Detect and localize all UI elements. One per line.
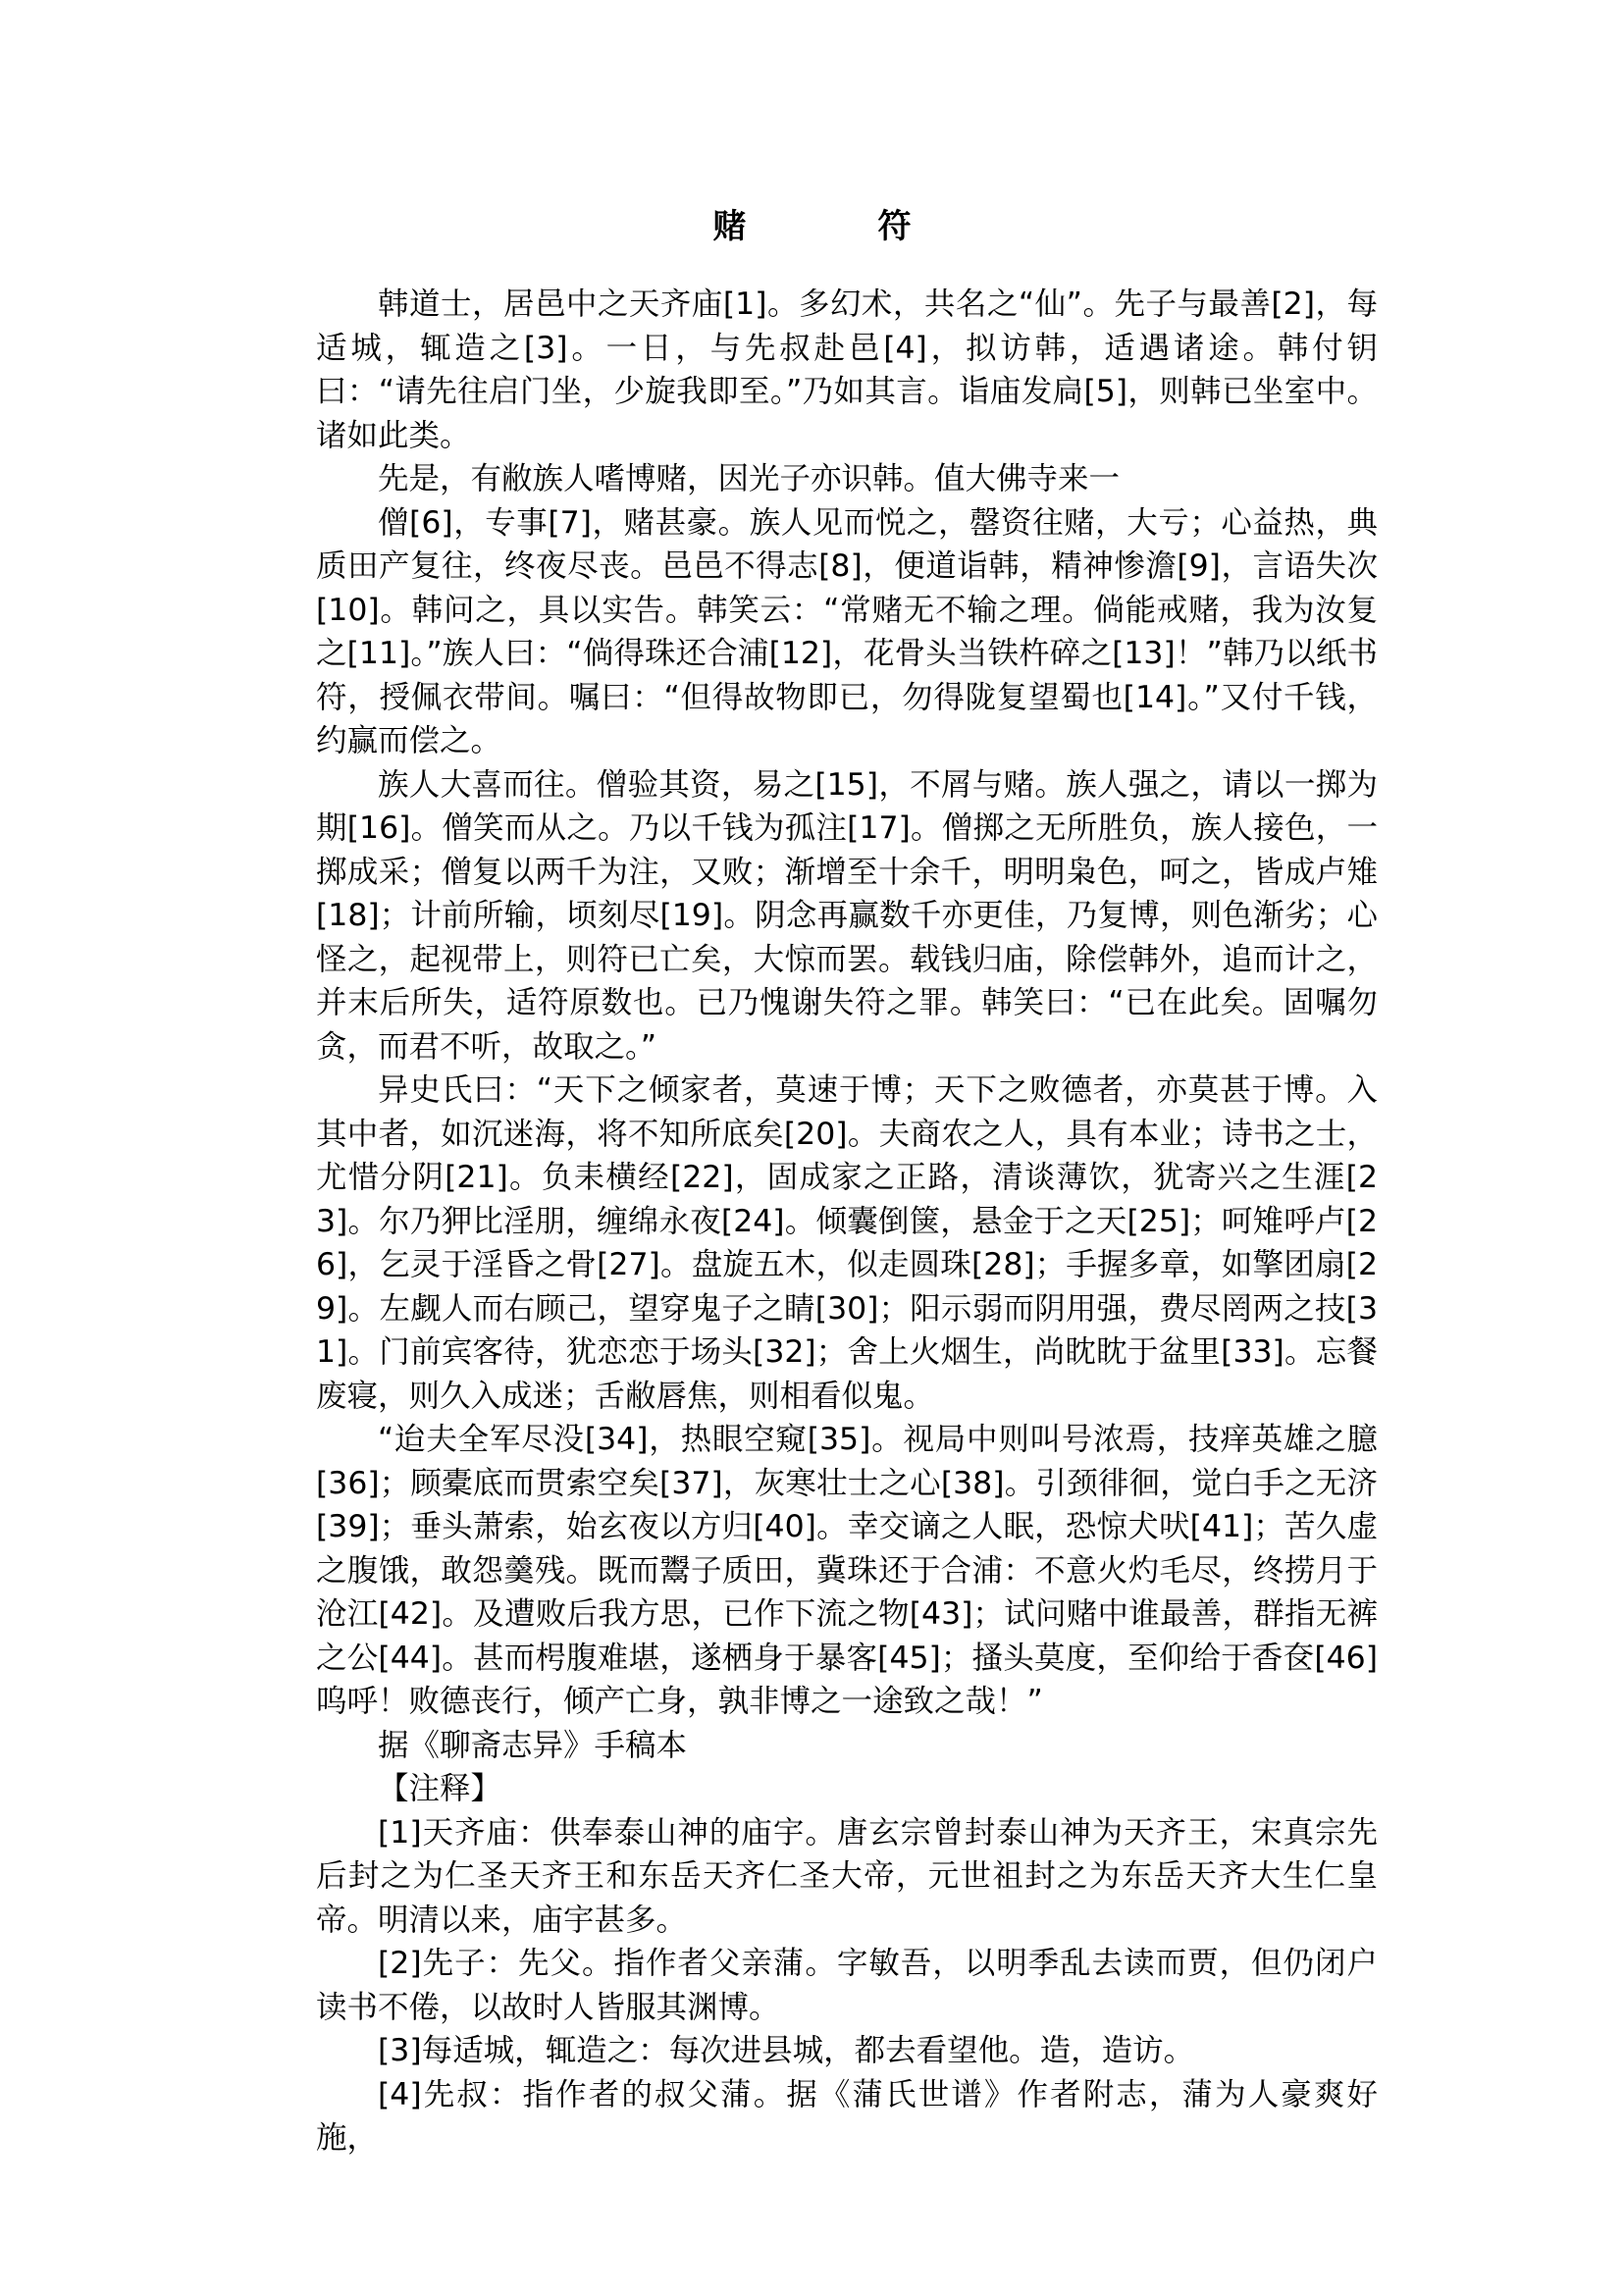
document-body — [316, 283, 1378, 2161]
annotation-item: [2]先子：先父。指作者父亲蒲。字敏吾，以明季乱去读而贾，但仍闭户读书不倦，以故时人皆服其渊博。 — [316, 1946, 1378, 2025]
paragraph: 韩道士，居邑中之天齐庙[1]。多幻术，共名之“仙”。先子与最善[2]，每适城，辄造之[3]。一日，与先叔赴邑[4]，拟访韩，适遇诸途。韩付钥曰：“请先往启门坐，少旋我即至。”乃如其言。诣庙发扃[5]，则韩已坐室中。诸如此类。 — [316, 287, 1378, 453]
annotation-item: [3]每适城，辄造之：每次进县城，都去看望他。造，造访。 — [378, 2033, 1195, 2068]
source-note: 据《聊斋志异》手稿本 — [378, 1727, 688, 1763]
annotations-heading: 【注释】 — [378, 1771, 502, 1806]
paragraph: 族人大喜而往。僧验其资，易之[15]，不屑与赌。族人强之，请以一掷为期[16]。僧笑而从之。乃以千钱为孤注[17]。僧掷之无所胜负，族人接色，一掷成采；僧复以两千为注，又败；渐增至十余千，明明枭色，呵之，皆成卢雉[18]；计前所输，顷刻尽[19]。阴念再赢数千亦更佳，乃复博，则色渐劣；心怪之，起视带上，则符已亡矣，大惊而罢。载钱归庙，除偿韩外，追而计之，并末后所失，适符原数也。已乃愧谢失符之罪。韩笑曰：“已在此矣。固嘱勿贪，而君不听，故取之。” — [316, 766, 1378, 1065]
annotation-item: [4]先叔：指作者的叔父蒲。据《蒲氏世谱》作者附志，蒲为人豪爽好施， — [316, 2076, 1378, 2156]
paragraph: 先是，有敝族人嗜博赌，因光子亦识韩。值大佛寺来一 — [378, 461, 1121, 496]
annotation-item: [1]天齐庙：供奉泰山神的庙宇。唐玄宗曾封泰山神为天齐王，宋真宗先后封之为仁圣天齐王和东岳天齐仁圣大帝，元世祖封之为东岳天齐大生仁皇帝。明清以来，庙宇甚多。 — [316, 1814, 1378, 1938]
paragraph: 僧[6]，专事[7]，赌甚豪。族人见而悦之，罄资往赌，大亏；心益热，典质田产复往，终夜尽丧。邑邑不得志[8]，便道诣韩，精神惨澹[9]，言语失次[10]。韩问之，具以实告。韩笑云：“常赌无不输之理。倘能戒赌，我为汝复之[11]。”族人曰：“倘得珠还合浦[12]，花骨头当铁杵碎之[13]！”韩乃以纸书符，授佩衣带间。嘱曰：“但得故物即已，勿得陇复望蜀也[14]。”又付千钱，约赢而偿之。 — [316, 504, 1378, 758]
paragraph: “迨夫全军尽没[34]，热眼空窥[35]。视局中则叫号浓焉，技痒英雄之臆[36]；顾橐底而贯索空矣[37]，灰寒壮士之心[38]。引颈徘徊，觉白手之无济[39]；垂头萧索，始玄夜以方归[40]。幸交谪之人眠，恐惊犬吠[41]；苦久虚之腹饿，敢怨羹残。既而鬻子质田，冀珠还于合浦：不意火灼毛尽，终捞月于沧江[42]。及遭败后我方思，已作下流之物[43]；试问赌中谁最善，群指无裤之公[44]。甚而枵腹难堪，遂栖身于暴客[45]；搔头莫度，至仰给于香奁[46]呜呼！败德丧行，倾产亡身，孰非博之一途致之哉！” — [316, 1422, 1378, 1719]
paragraph: 异史氏曰：“天下之倾家者，莫速于博；天下之败德者，亦莫甚于博。入其中者，如沉迷海，将不知所底矣[20]。夫商农之人，具有本业；诗书之士，尤惜分阴[21]。负耒横经[22]，固成家之正路，清谈薄饮，犹寄兴之生涯[23]。尔乃狎比淫朋，缠绵永夜[24]。倾囊倒箧，悬金于之天[25]；呵雉呼卢[26]，乞灵于淫昏之骨[27]。盘旋五木，似走圆珠[28]；手握多章，如擎团扇[29]。左觑人而右顾己，望穿鬼子之睛[30]；阳示弱而阴用强，费尽罔两之技[31]。门前宾客待，犹恋恋于场头[32]；舍上火烟生，尚眈眈于盆里[33]。忘餐废寝，则久入成迷；舌敝唇焦，则相看似鬼。 — [316, 1072, 1378, 1414]
page-title: 赌 符 — [712, 207, 961, 246]
